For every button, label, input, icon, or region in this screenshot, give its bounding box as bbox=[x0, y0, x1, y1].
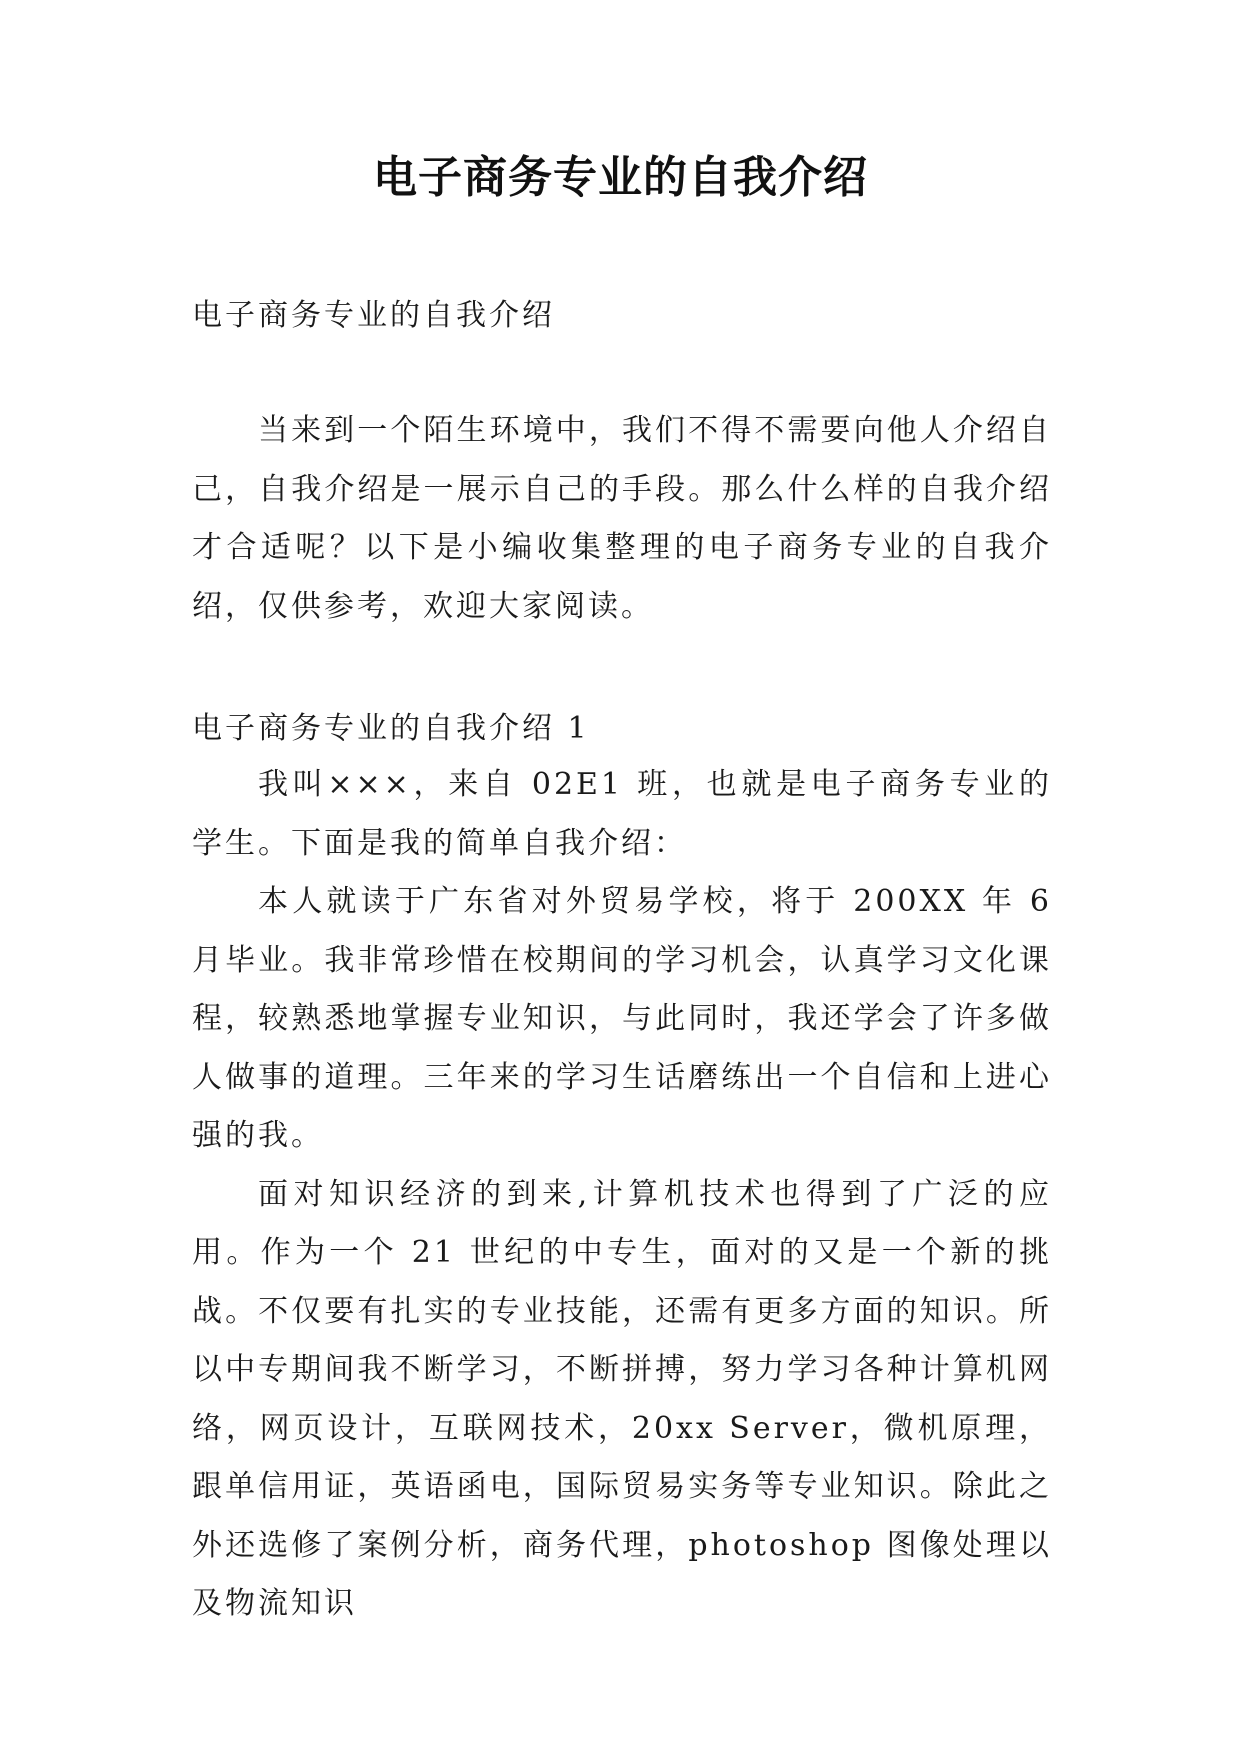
document-title: 电子商务专业的自我介绍 bbox=[373, 152, 868, 203]
body-paragraph: 面对知识经济的到来,计算机技术也得到了广泛的应用。作为一个 21 世纪的中专生，面对的又是一个新的挑战。不仅要有扎实的专业技能，还需有更多方面的知识。所以中专期间我不断学习，不断拼搏，努力学习各种计算机网络，网页设计，互联网技术，20xx Server，微机原理，跟单信用证，英语函电，国际贸易实务等专业知识。除此之外还选修了案例分析，商务代理，photoshop 图像处理以及物流知识 bbox=[192, 1176, 1052, 1621]
body-paragraph: 本人就读于广东省对外贸易学校，将于 200XX 年 6 月毕业。我非常珍惜在校期间的学习机会，认真学习文化课程，较熟悉地掌握专业知识，与此同时，我还学会了许多做人做事的道理。三年来的学习生话磨练出一个自信和上进心强的我。 bbox=[192, 884, 1052, 1153]
body-paragraph: 我叫×××，来自 02E1 班，也就是电子商务专业的学生。下面是我的简单自我介绍： bbox=[192, 767, 1052, 861]
section-heading: 电子商务专业的自我介绍 1 bbox=[192, 711, 590, 746]
document-subtitle: 电子商务专业的自我介绍 bbox=[192, 298, 555, 333]
intro-paragraph: 当来到一个陌生环境中，我们不得不需要向他人介绍自己，自我介绍是一展示自己的手段。那么什么样的自我介绍才合适呢？以下是小编收集整理的电子商务专业的自我介绍，仅供参考，欢迎大家阅读。 bbox=[192, 413, 1052, 624]
